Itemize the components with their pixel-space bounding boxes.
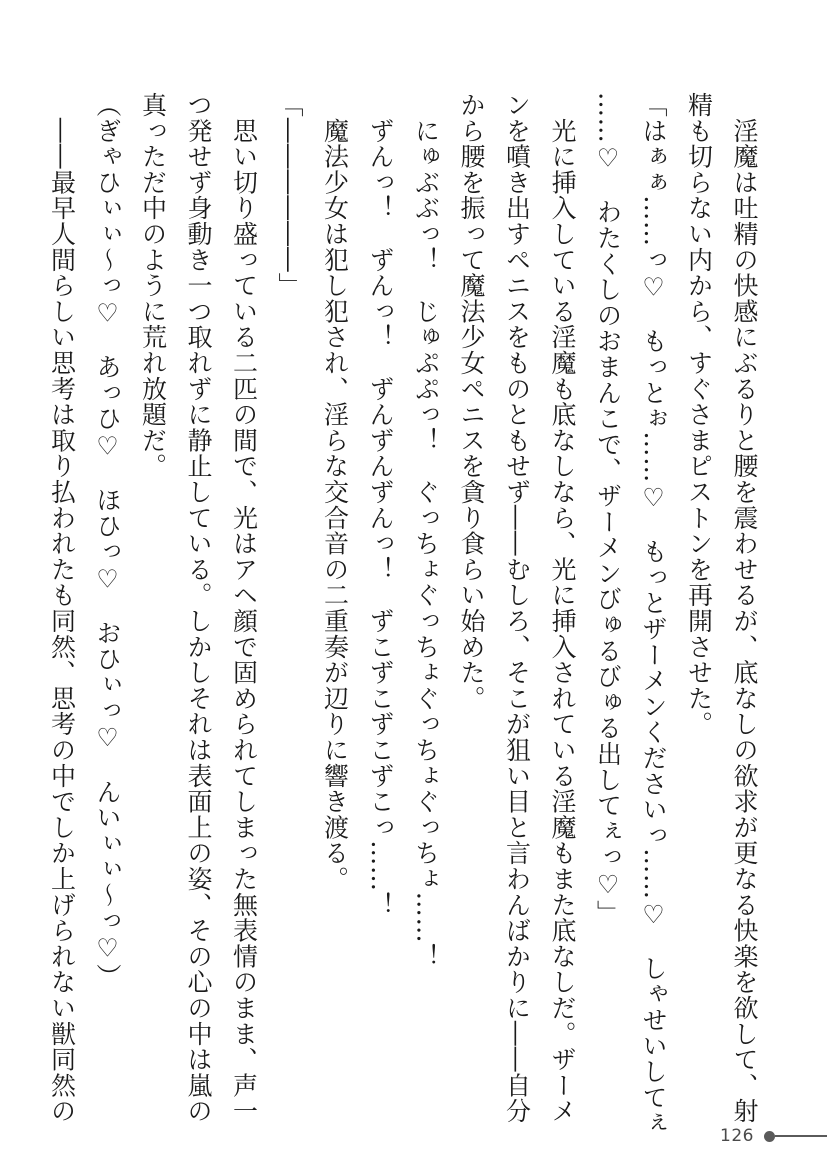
text-line: 魔法少女は犯し犯され、淫らな交合音の二重奏が辺りに響き渡る。 [320, 92, 350, 892]
text-line: 「――――――」 [275, 92, 304, 299]
footer-divider [775, 1135, 827, 1137]
text-line: 真っただ中のように荒れ放題だ。 [138, 92, 168, 479]
text-line: ……♡ わたくしのおまんこで、ザーメンびゅるびゅる出してぇっ♡」 [593, 92, 623, 926]
text-line: にゅぶぶっ！ じゅぷぷっ！ ぐっちょぐっちょぐっちょぐっちょ……！ [411, 92, 441, 970]
page-number: 126 [720, 1126, 754, 1146]
text-line: 淫魔は吐精の快感にぶるりと腰を震わせるが、底なしの欲求が更なる快楽を欲して、射 [730, 92, 759, 1124]
text-line: 光に挿入している淫魔も底なしなら、光に挿入されている淫魔もまた底なしだ。ザーメ [548, 92, 577, 1124]
page-footer [720, 1122, 827, 1150]
text-line: 「はぁぁ……っ♡ もっとぉ……♡ もっとザーメンくださいっ……♡ しゃせいしてぇ [639, 92, 668, 1136]
text-line: 精も切らない内から、すぐさまピストンを再開させた。 [684, 92, 714, 737]
bullet-dot-icon [764, 1131, 775, 1142]
text-line: から腰を振って魔法少女ペニスを貪り食らい始めた。 [457, 92, 486, 712]
text-line: つ発せず身動き一つ取れずに静止している。しかしそれは表面上の姿、その心の中は嵐の [184, 92, 213, 1124]
text-line: ずんっ！ ずんっ！ ずんずんずんっ！ ずこずこずこずこっ……！ [366, 92, 395, 918]
text-line: （ぎゃひぃぃ～っ♡ あっひ♡ ほひっ♡ おひぃっ♡ んいぃぃ～っ♡） [93, 92, 122, 990]
text-line: 思い切り盛っている二匹の間で、光はアヘ顔で固められてしまった無表情のまま、声一 [229, 92, 259, 1124]
text-line: ――最早人間らしい思考は取り払われたも同然、思考の中でしか上げられない獣同然の [47, 92, 77, 1124]
text-line: ンを噴き出すペニスをものともせず――むしろ、そこが狙い目と言わんばかりに――自分 [502, 92, 532, 1124]
